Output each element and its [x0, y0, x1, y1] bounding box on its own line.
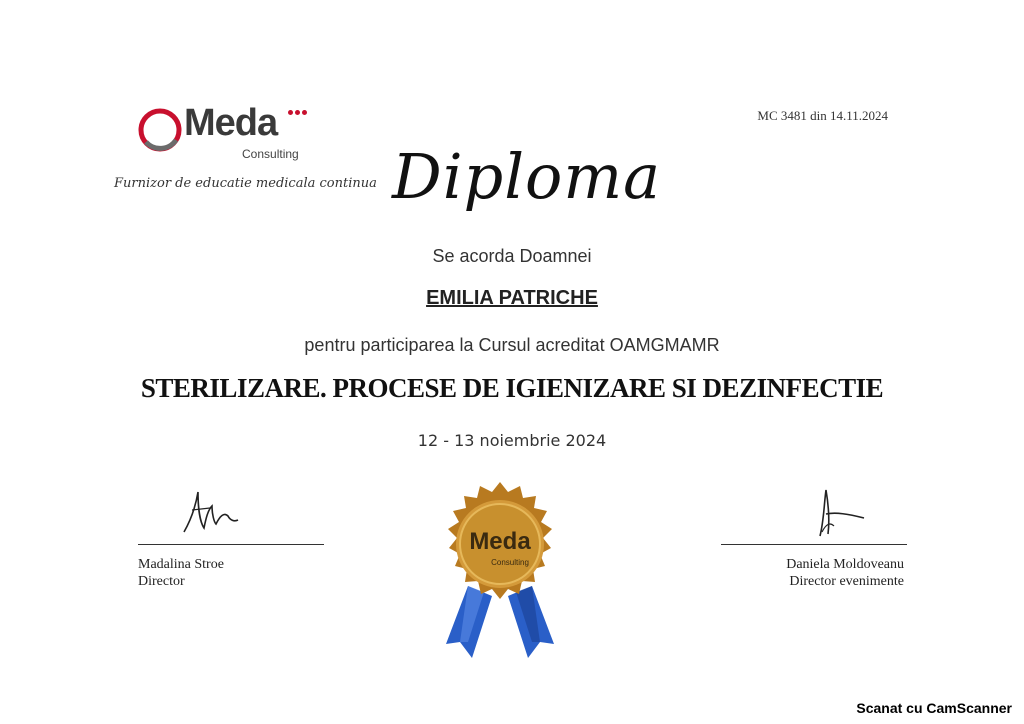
logo-dots-icon	[288, 102, 309, 120]
left-signatory-name: Madalina Stroe	[138, 557, 224, 572]
scanner-watermark: Scanat cu CamScanner	[856, 700, 1012, 716]
left-signatory	[138, 556, 224, 590]
course-date: 12 - 13 noiembrie 2024	[417, 431, 607, 450]
recipient-name-text: EMILIA PATRICHE	[426, 287, 598, 309]
left-signature-line	[138, 544, 324, 545]
recipient-name	[0, 287, 1024, 310]
award-line: Se acorda Doamnei	[432, 246, 592, 266]
course-title: STERILIZARE. PROCESE DE IGIENIZARE SI DEZINFECTIE	[140, 373, 884, 403]
reference-number: MC 3481 din 14.11.2024	[757, 108, 888, 123]
right-signatory-role: Director evenimente	[789, 574, 904, 589]
logo-brand: Meda	[184, 102, 278, 144]
meda-logo	[136, 102, 326, 166]
left-signatory-role: Director	[138, 574, 185, 589]
logo-ring-icon	[136, 102, 184, 158]
right-signature-icon	[812, 484, 872, 540]
participation-line: pentru participarea la Cursul acreditat OAMGMAMR	[304, 335, 720, 355]
logo-sub: Consulting	[242, 147, 299, 161]
seal-ribbon-icon	[430, 482, 570, 664]
diploma-title: Diploma	[392, 140, 662, 213]
seal-brand: Meda	[469, 528, 531, 555]
right-signatory	[700, 556, 904, 590]
left-signature-icon	[178, 488, 242, 538]
seal-sub: Consulting	[491, 558, 529, 567]
tagline: Furnizor de educatie medicala continua	[114, 176, 377, 191]
right-signature-line	[721, 544, 907, 545]
right-signatory-name: Daniela Moldoveanu	[786, 557, 904, 572]
gold-seal	[430, 482, 570, 664]
